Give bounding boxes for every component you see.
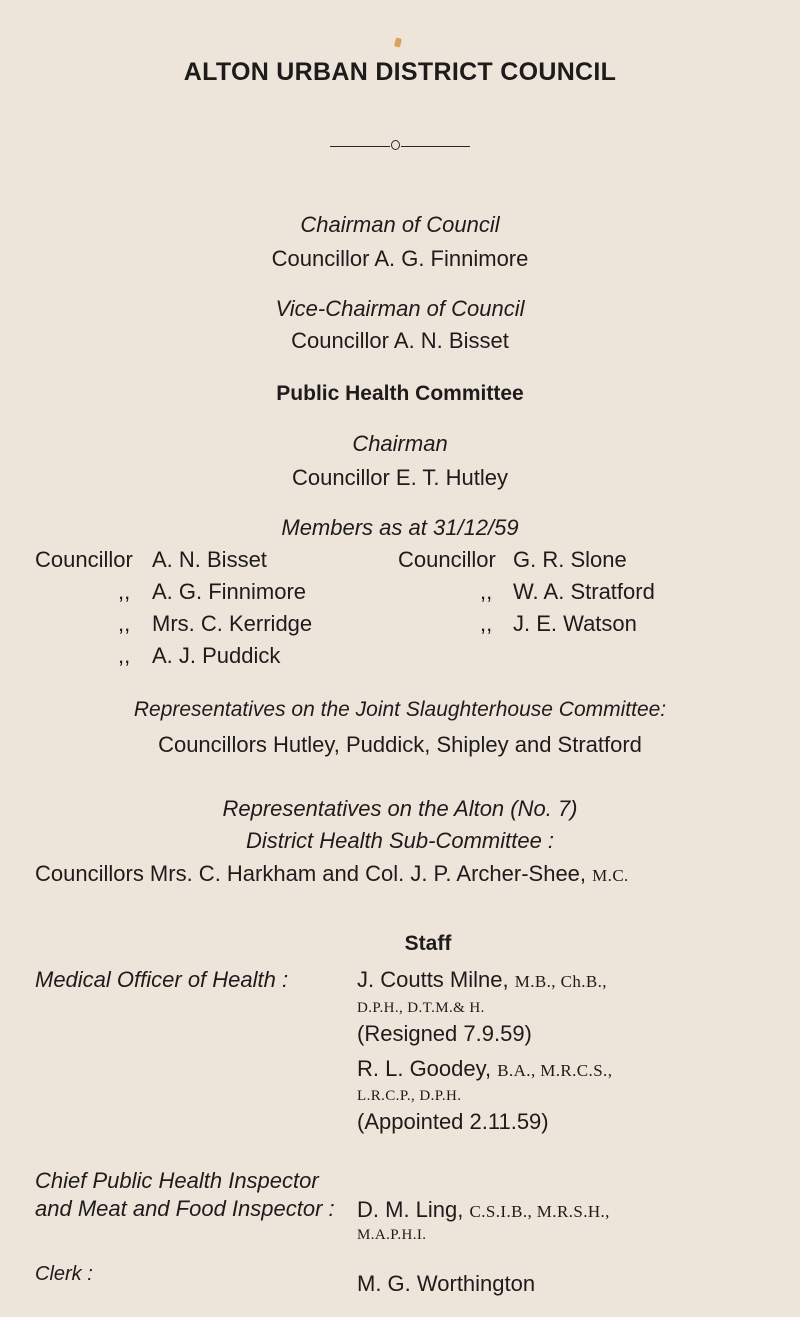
district-health-heading-1: Representatives on the Alton (No. 7) (222, 796, 578, 821)
vice-chairman-name: Councillor A. N. Bisset (291, 328, 509, 353)
member-name: G. R. Slone (513, 547, 627, 572)
member-name: A. N. Bisset (152, 547, 267, 572)
member-name: Mrs. C. Kerridge (152, 611, 313, 636)
cphi-quals-2: M.A.P.H.I. (357, 1227, 427, 1243)
district-health-members-suffix: M.C. (592, 866, 629, 885)
moh-person-2-quals-2: L.R.C.P., D.P.H. (357, 1088, 462, 1104)
separator-line-right (401, 146, 470, 147)
slaughterhouse-members: Councillors Hutley, Puddick, Shipley and Stratford (158, 732, 642, 757)
separator-circle (391, 140, 400, 150)
district-health-heading-2: District Health Sub-Committee : (245, 828, 555, 853)
staff-heading: Staff (404, 932, 452, 955)
moh-person-1 (357, 967, 607, 993)
ink-mark (394, 37, 402, 47)
moh-person-2 (357, 1056, 612, 1082)
cphi-quals: C.S.I.B., M.R.S.H., (469, 1202, 610, 1221)
moh-person-2-note: (Appointed 2.11.59) (357, 1109, 549, 1134)
separator-line-left (330, 146, 390, 147)
moh-person-1-name: J. Coutts Milne, (357, 967, 509, 992)
cphi-name: D. M. Ling, (357, 1197, 464, 1222)
moh-person-2-name: R. L. Goodey, (357, 1056, 492, 1081)
moh-person-1-quals: M.B., Ch.B., (514, 972, 607, 991)
public-health-chairman-label: Chairman (352, 431, 448, 456)
member-prefix: ,, (118, 643, 131, 668)
chairman-name: Councillor A. G. Finnimore (271, 246, 529, 271)
member-prefix: ,, (480, 611, 493, 636)
district-health-members-text: Councillors Mrs. C. Harkham and Col. J. P. Archer-Shee, (35, 861, 587, 886)
member-name: A. J. Puddick (152, 643, 281, 668)
cphi-role-1: Chief Public Health Inspector (35, 1168, 319, 1193)
member-prefix: ,, (480, 579, 493, 604)
vice-chairman-heading: Vice-Chairman of Council (275, 296, 525, 321)
member-prefix: Councillor (398, 547, 496, 572)
public-health-chairman-name: Councillor E. T. Hutley (291, 465, 508, 490)
cphi-role-2: and Meat and Food Inspector : (35, 1196, 335, 1221)
moh-role: Medical Officer of Health : (35, 967, 289, 992)
member-prefix: ,, (118, 579, 131, 604)
member-name: A. G. Finnimore (152, 579, 307, 604)
district-health-members (35, 861, 629, 887)
member-prefix: Councillor (35, 547, 133, 572)
chairman-heading: Chairman of Council (300, 212, 500, 237)
public-health-heading: Public Health Committee (276, 382, 524, 405)
cphi-person (357, 1197, 610, 1223)
member-name: W. A. Stratford (513, 579, 655, 604)
clerk-name: M. G. Worthington (357, 1271, 536, 1296)
member-prefix: ,, (118, 611, 131, 636)
separator (330, 140, 470, 152)
slaughterhouse-heading: Representatives on the Joint Slaughterhouse Committee: (133, 698, 667, 721)
member-name: J. E. Watson (513, 611, 637, 636)
page-title: ALTON URBAN DISTRICT COUNCIL (183, 58, 617, 86)
moh-person-2-quals: B.A., M.R.C.S., (497, 1061, 613, 1080)
moh-person-1-quals-2: D.P.H., D.T.M.& H. (357, 1000, 485, 1016)
members-heading: Members as at 31/12/59 (281, 515, 519, 540)
clerk-role: Clerk : (35, 1263, 93, 1285)
moh-person-1-note: (Resigned 7.9.59) (357, 1021, 532, 1046)
